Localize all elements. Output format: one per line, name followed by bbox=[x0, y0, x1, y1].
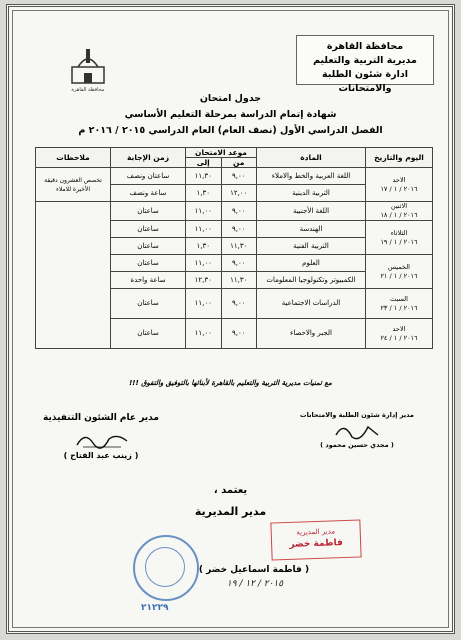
date-label: ٢٠١٦ / ١ / ١٧ bbox=[380, 184, 418, 193]
cell-subject: الدراسات الاجتماعية bbox=[257, 289, 366, 319]
cell-duration: ساعة ونصف bbox=[111, 185, 186, 202]
cell-to: ١٢,٣٠ bbox=[186, 272, 222, 289]
title-line-3: الفصل الدراسي الأول (نصف العام) العام الدراسي ٢٠١٥ / ٢٠١٦ م bbox=[78, 125, 383, 136]
cell-to: ١١,٠٠ bbox=[186, 319, 222, 349]
cell-subject: التربية الفنية bbox=[257, 238, 366, 255]
title-line-2: شهادة إتمام الدراسة بمرحلة التعليم الأساسي bbox=[124, 109, 337, 120]
cell-to: ١,٣٠ bbox=[186, 238, 222, 255]
cell-subject: اللغة العربية والخط والاملاء bbox=[257, 168, 366, 185]
date-label: ٢٠١٦ / ١ / ١٩ bbox=[380, 237, 418, 246]
cell-day-date bbox=[366, 221, 433, 255]
date-label: ٢٠١٦ / ١ / ٢٣ bbox=[380, 303, 418, 312]
document-sheet bbox=[6, 4, 455, 634]
cell-to: ١١,٠٠ bbox=[186, 255, 222, 272]
table-header-row bbox=[36, 148, 433, 158]
signatory-name: ( زينب عبد الفتاح ) bbox=[63, 451, 139, 460]
signatory-name: ( مجدي حسين محمود ) bbox=[320, 441, 394, 449]
executive-affairs-signature bbox=[41, 413, 161, 460]
header-to: إلى bbox=[186, 158, 222, 168]
day-label: الاثنين bbox=[390, 202, 408, 210]
header-notes: ملاحظات bbox=[36, 148, 111, 168]
day-label: الخميس bbox=[388, 262, 410, 271]
cell-from: ١٢,٠٠ bbox=[221, 185, 257, 202]
cell-subject: اللغة الأجنبية bbox=[257, 202, 366, 221]
serial-number: ٢١٢٢٩ bbox=[141, 603, 169, 613]
closing-wishes: مع تمنيات مديرية التربية والتعليم بالقاهرة لأبنائها بالتوفيق والتفوق !!! bbox=[129, 379, 332, 387]
cell-from: ١١,٣٠ bbox=[221, 238, 257, 255]
header-from: من bbox=[221, 158, 257, 168]
signatory-role: مدير إدارة شئون الطلبة والامتحانات bbox=[300, 411, 414, 419]
table-row bbox=[36, 202, 433, 221]
cell-subject: العلوم bbox=[257, 255, 366, 272]
stamp-title: مدير المديرية bbox=[296, 527, 336, 537]
authority-header bbox=[296, 35, 434, 94]
cell-subject: الجبر والاحصاء bbox=[257, 319, 366, 349]
cell-to: ١١,٠٠ bbox=[186, 289, 222, 319]
cell-from: ٩,٠٠ bbox=[221, 221, 257, 238]
cell-duration: ساعتان bbox=[111, 202, 186, 221]
signature-date: ٢٠١٥ / ١٢ / ١٩ bbox=[226, 579, 284, 589]
cell-from: ٩,٠٠ bbox=[221, 289, 257, 319]
mosque-icon bbox=[68, 47, 108, 87]
department-name: ادارة شئون الطلبة والامتحانات bbox=[322, 69, 408, 94]
day-label: الاحد bbox=[392, 175, 406, 184]
cell-duration: ساعتان bbox=[111, 238, 186, 255]
cell-duration: ساعتان ونصف bbox=[111, 168, 186, 185]
header-time: موعد الامتحان bbox=[186, 148, 257, 158]
date-label: ٢٠١٦ / ١ / ١٨ bbox=[380, 211, 418, 219]
stamp-name: فاطمة خضر bbox=[289, 538, 343, 550]
cell-day-date bbox=[366, 168, 433, 202]
signatory-role: مدير عام الشئون التنفيذية bbox=[43, 413, 159, 423]
day-label: السبت bbox=[390, 294, 408, 303]
governorate-name: محافظة القاهرة bbox=[326, 41, 404, 52]
director-stamp bbox=[270, 519, 361, 560]
student-affairs-signature bbox=[292, 411, 422, 449]
cell-subject: التربية الدينية bbox=[257, 185, 366, 202]
header-subject: المادة bbox=[257, 148, 366, 168]
cell-day-date bbox=[366, 202, 433, 221]
cell-from: ٩,٠٠ bbox=[221, 168, 257, 185]
cell-day-date bbox=[366, 319, 433, 349]
cell-subject: الكمبيوتر وتكنولوجيا المعلومات bbox=[257, 272, 366, 289]
handwritten-signature-icon bbox=[332, 421, 382, 443]
logo-caption: محافظة القاهرة bbox=[71, 87, 105, 93]
cell-to: ١,٣٠ bbox=[186, 185, 222, 202]
header-duration: زمن الإجابة bbox=[111, 148, 186, 168]
cell-subject: الهندسة bbox=[257, 221, 366, 238]
cell-duration: ساعتان bbox=[111, 221, 186, 238]
cell-from: ١١,٣٠ bbox=[221, 272, 257, 289]
date-label: ٢٠١٦ / ١ / ٢١ bbox=[380, 271, 418, 280]
cell-from: ٩,٠٠ bbox=[221, 319, 257, 349]
handwritten-signature-icon bbox=[75, 429, 131, 451]
approval-label: يعتمد ، bbox=[213, 485, 248, 496]
directorate-name: مديرية التربية والتعليم bbox=[313, 55, 417, 66]
document-title bbox=[9, 91, 452, 139]
cell-duration: ساعتان bbox=[111, 289, 186, 319]
director-title: مدير المديرية bbox=[194, 505, 267, 518]
table-row bbox=[36, 168, 433, 185]
cell-from: ٩,٠٠ bbox=[221, 255, 257, 272]
cell-day-date bbox=[366, 255, 433, 289]
header-day: اليوم والتاريخ bbox=[366, 148, 433, 168]
cell-to: ١١,٠٠ bbox=[186, 202, 222, 221]
exam-schedule-table bbox=[35, 147, 433, 349]
cell-duration: ساعتان bbox=[111, 255, 186, 272]
cell-duration: ساعتان bbox=[111, 319, 186, 349]
director-name: ( فاطمة اسماعيل خضر ) bbox=[198, 565, 310, 575]
cell-to: ١١,٣٠ bbox=[186, 168, 222, 185]
cell-to: ١١,٠٠ bbox=[186, 221, 222, 238]
cell-note: تخصص العشرون دقيقة الأخيرة للاملاء bbox=[36, 168, 111, 202]
day-label: الثلاثاء bbox=[390, 228, 408, 237]
cell-from: ٩,٠٠ bbox=[221, 202, 257, 221]
date-label: ٢٠١٦ / ١ / ٢٤ bbox=[380, 333, 418, 342]
title-line-1: جدول امتحان bbox=[199, 93, 262, 104]
cell-duration: ساعة واحدة bbox=[111, 272, 186, 289]
cell-day-date bbox=[366, 289, 433, 319]
day-label: الاحد bbox=[392, 324, 406, 333]
cell-note bbox=[36, 202, 111, 349]
